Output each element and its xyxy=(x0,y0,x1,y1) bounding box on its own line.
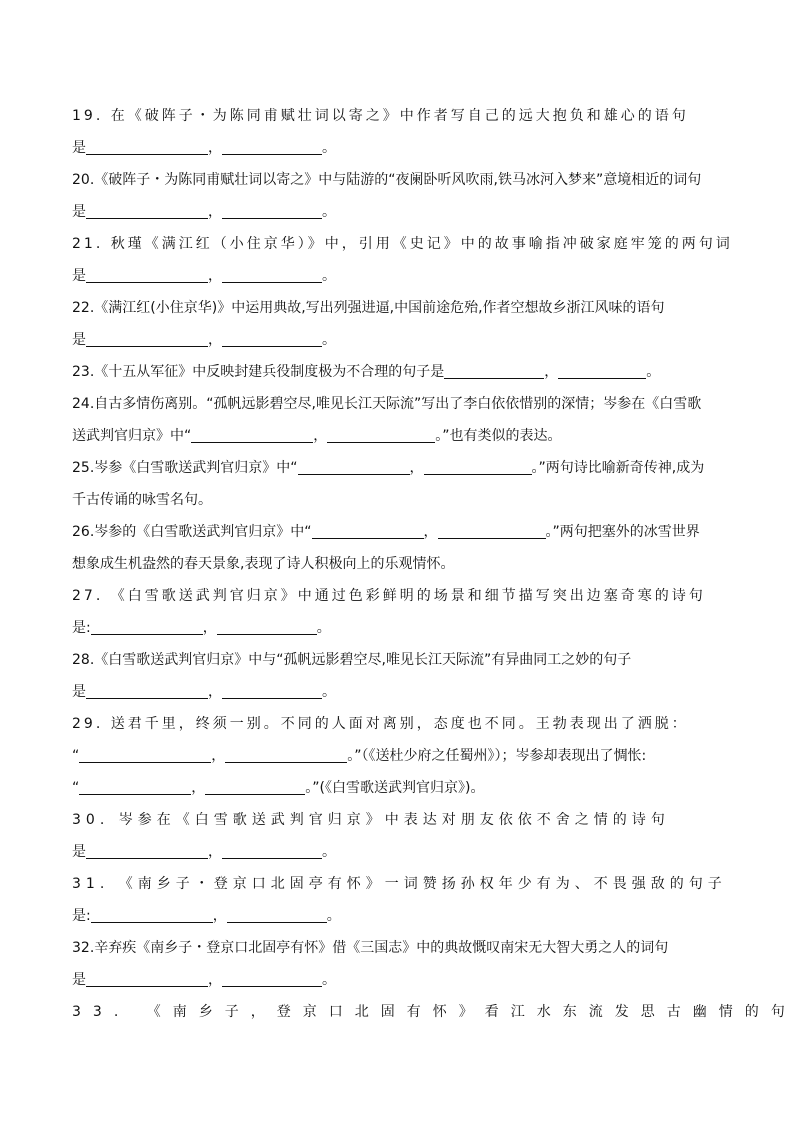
question-text: 《南乡子・登京口北固亭有怀》一词赞扬孙权年少有为、不畏强敌的句子 xyxy=(118,876,727,892)
answer-blank[interactable] xyxy=(298,460,410,475)
answer-blank[interactable] xyxy=(222,972,322,987)
answer-blank[interactable] xyxy=(222,844,322,859)
question-19 xyxy=(72,100,724,164)
question-line xyxy=(72,580,724,612)
question-30 xyxy=(72,804,724,868)
answer-blank[interactable] xyxy=(558,364,646,379)
question-line xyxy=(72,996,797,1028)
question-number: 31. xyxy=(72,876,110,892)
answer-line: 是 ， 。 xyxy=(72,268,336,284)
question-text: 《破阵子・为陈同甫赋壮词以寄之》中与陆游的“夜阑卧听风吹雨,铁马冰河入梦来”意境相近的词句 xyxy=(94,172,702,188)
question-number: 22. xyxy=(72,300,95,316)
answer-blank[interactable] xyxy=(79,780,191,795)
answer-blank[interactable] xyxy=(444,364,544,379)
question-text: 辛弃疾《南乡子・登京口北固亭有怀》借《三国志》中的典故慨叹南宋无大智大勇之人的词句 xyxy=(94,940,669,956)
answer-blank[interactable] xyxy=(86,268,208,283)
question-32 xyxy=(72,932,724,996)
answer-blank[interactable] xyxy=(86,204,208,219)
question-number: 24. xyxy=(72,396,95,412)
question-number: 27. xyxy=(72,588,104,604)
question-26 xyxy=(72,516,724,580)
answer-blank[interactable] xyxy=(222,268,322,283)
question-text: 《白雪歌送武判官归京》中通过色彩鲜明的场景和细节描写突出边塞奇寒的诗句 xyxy=(110,588,706,604)
answer-line: 是 ， 。 xyxy=(72,972,336,988)
answer-blank[interactable] xyxy=(79,748,211,763)
answer-line: 是 ， 。 xyxy=(72,140,336,156)
answer-blank[interactable] xyxy=(86,972,208,987)
question-number: 19. xyxy=(72,108,104,124)
question-line: 想象成生机盎然的春天景象,表现了诗人积极向上的乐观情怀。 xyxy=(72,556,455,572)
question-line: 25.岑参《白雪歌送武判官归京》中“ ， 。”两句诗比喻新奇传神,成为 xyxy=(72,460,705,476)
question-line xyxy=(72,292,724,324)
question-number: 30. xyxy=(72,812,110,828)
answer-blank[interactable] xyxy=(222,332,322,347)
answer-line: 是: ， 。 xyxy=(72,908,341,924)
question-23 xyxy=(72,356,724,388)
question-text: 秋瑾《满江红（小住京华）》中，引用《史记》中的故事喻指冲破家庭牢笼的两句词 xyxy=(110,236,733,252)
question-22 xyxy=(72,292,724,356)
answer-line: 是 ， 。 xyxy=(72,684,336,700)
question-list xyxy=(72,100,797,1028)
question-number: 28. xyxy=(72,652,95,668)
answer-blank[interactable] xyxy=(424,460,532,475)
answer-blank[interactable] xyxy=(222,684,322,699)
question-line xyxy=(72,644,724,676)
answer-blank[interactable] xyxy=(91,620,203,635)
answer-line: “ ， 。”(《白雪歌送武判官归京》)。 xyxy=(72,780,485,796)
answer-blank[interactable] xyxy=(205,780,305,795)
answer-blank[interactable] xyxy=(222,140,322,155)
question-28 xyxy=(72,644,724,708)
answer-blank[interactable] xyxy=(86,140,208,155)
question-text: 岑参在《白雪歌送武判官归京》中表达对朋友依依不舍之情的诗句 xyxy=(118,812,670,828)
question-number: 25. xyxy=(72,460,95,476)
answer-blank[interactable] xyxy=(217,620,317,635)
answer-blank[interactable] xyxy=(191,428,313,443)
question-number: 29. xyxy=(72,716,104,732)
question-line xyxy=(72,388,724,420)
answer-blank[interactable] xyxy=(327,428,435,443)
question-line: 千古传诵的咏雪名句。 xyxy=(72,492,212,508)
question-33 xyxy=(72,996,797,1028)
question-line xyxy=(72,708,724,740)
answer-line: 是 ， 。 xyxy=(72,204,336,220)
answer-line: “ ， 。”（《送杜少府之任蜀州》）；岑参却表现出了惆怅: xyxy=(72,748,647,764)
answer-blank[interactable] xyxy=(312,524,424,539)
question-text: 《满江红(小住京华)》中运用典故,写出列强进逼,中国前途危殆,作者空想故乡浙江风味的语句 xyxy=(94,300,665,316)
answer-blank[interactable] xyxy=(91,908,213,923)
question-line xyxy=(72,228,733,260)
question-text: 《白雪歌送武判官归京》中与“孤帆远影碧空尽,唯见长江天际流”有异曲同工之妙的句子 xyxy=(94,652,632,668)
question-number: 33. xyxy=(72,1004,131,1020)
question-text: 送君千里，终须一别。不同的人面对离别，态度也不同。王勃表现出了洒脱： xyxy=(110,716,689,732)
answer-blank[interactable] xyxy=(227,908,327,923)
question-25 xyxy=(72,452,724,516)
question-line xyxy=(72,164,724,196)
question-number: 23. xyxy=(72,364,95,380)
question-24 xyxy=(72,388,724,452)
question-text: 在《破阵子・为陈同甫赋壮词以寄之》中作者写自己的远大抱负和雄心的语句 xyxy=(110,108,689,124)
answer-blank[interactable] xyxy=(438,524,546,539)
answer-line: 是 ， 。 xyxy=(72,332,336,348)
question-text: 《南乡子，登京口北固有怀》看江水东流发思古幽情的句 xyxy=(146,1004,797,1020)
answer-blank[interactable] xyxy=(222,204,322,219)
question-line xyxy=(72,932,724,964)
question-line xyxy=(72,804,724,836)
answer-blank[interactable] xyxy=(86,332,208,347)
question-line xyxy=(72,100,724,132)
question-number: 21. xyxy=(72,236,104,252)
answer-blank[interactable] xyxy=(86,844,208,859)
question-number: 26. xyxy=(72,524,95,540)
answer-line: 是 ， 。 xyxy=(72,844,336,860)
question-text: 自古多情伤离别。“孤帆远影碧空尽,唯见长江天际流”写出了李白依依惜别的深情；岑参在《白雪歌 xyxy=(94,396,702,412)
question-31 xyxy=(72,868,727,932)
answer-blank[interactable] xyxy=(225,748,347,763)
answer-blank[interactable] xyxy=(86,684,208,699)
question-line: 23.《十五从军征》中反映封建兵役制度极为不合理的句子是 ， 。 xyxy=(72,364,661,380)
question-20 xyxy=(72,164,724,228)
question-line xyxy=(72,868,727,900)
question-line: 26.岑参的《白雪歌送武判官归京》中“ ， 。”两句把塞外的冰雪世界 xyxy=(72,524,700,540)
question-number: 20. xyxy=(72,172,95,188)
question-27 xyxy=(72,580,724,644)
question-29 xyxy=(72,708,724,804)
question-number: 32. xyxy=(72,940,95,956)
answer-line: 送武判官归京》中“ ， 。”也有类似的表达。 xyxy=(72,428,562,444)
question-21 xyxy=(72,228,733,292)
answer-line: 是: ， 。 xyxy=(72,620,331,636)
